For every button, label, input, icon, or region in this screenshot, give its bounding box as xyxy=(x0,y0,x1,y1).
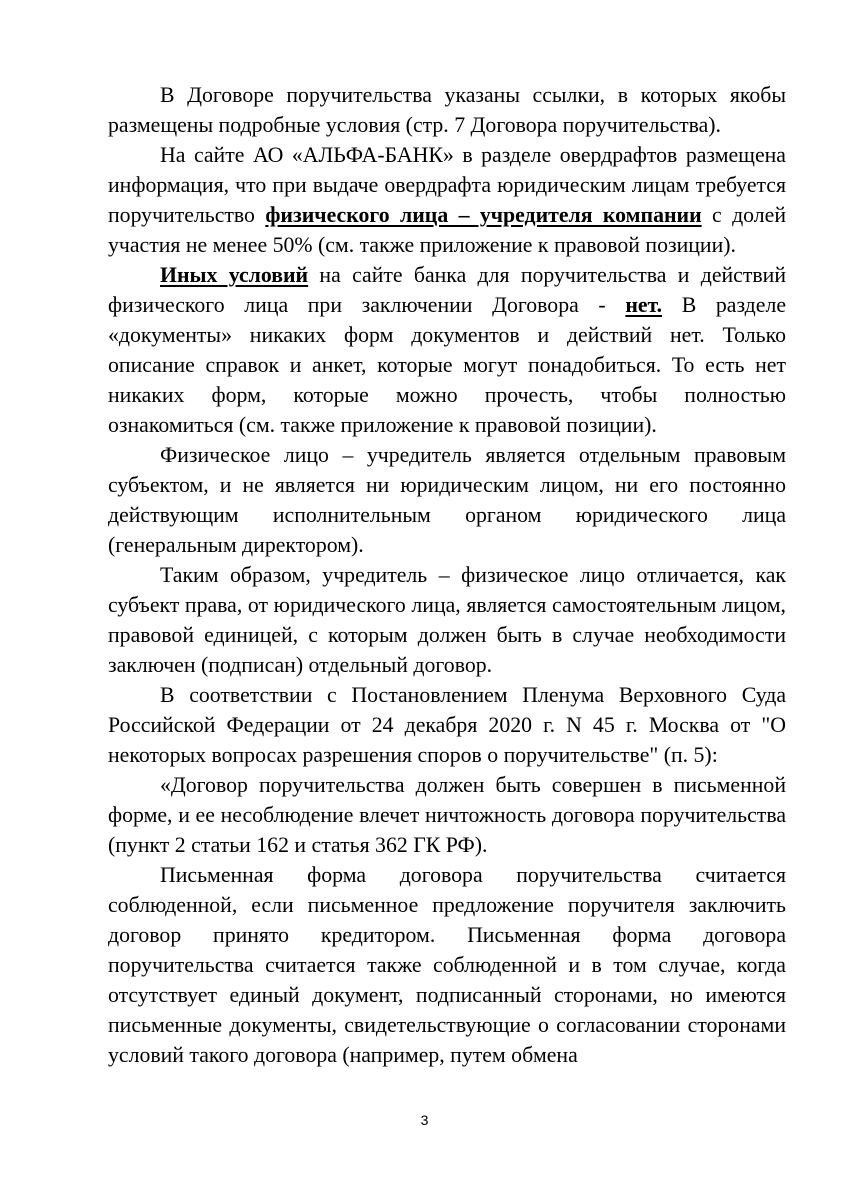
paragraph-no-other-conditions: Иных условий на сайте банка для поручительства и действий физического лица при заключении Договора - нет. В разделе «документы» никаких форм документов и действий нет. Только описание справок и анкет, которые могут понадобиться. То есть нет никаких форм, которые можно прочесть, чтобы полностью ознакомиться (см. также приложение к правовой позиции). xyxy=(108,263,786,437)
paragraph-written-form-observed: Письменная форма договора поручительства считается соблюденной, если письменное предложение поручителя заключить договор принято кредитором. Письменная форма договора поручительства считается также соблюденной и в том случае, когда отсутствует единый документ, подписанный сторонами, но имеются письменные документы, свидетельствующие о согласовании сторонами условий такого договора (например, путем обмена xyxy=(108,863,786,1067)
paragraph-quote-written-form: «Договор поручительства должен быть совершен в письменной форме, и ее несоблюдение влечет ничтожность договора поручительства (пункт 2 статьи 162 и статья 362 ГК РФ). xyxy=(108,773,786,857)
document-body xyxy=(108,80,786,1070)
paragraph-conclusion: Таким образом, учредитель – физическое лицо отличается, как субъект права, от юридического лица, является самостоятельным лицом, правовой единицей, с которым должен быть в случае необходимости заключен (подписан) отдельный договор. xyxy=(108,563,786,677)
page-number: 3 xyxy=(420,1112,429,1128)
paragraph-plenum-reference: В соответствии с Постановлением Пленума Верховного Суда Российской Федерации от 24 декабря 2020 г. N 45 г. Москва от "О некоторых вопросах разрешения споров о поручительстве" (п. 5): xyxy=(108,683,786,767)
paragraph-legal-subject: Физическое лицо – учредитель является отдельным правовым субъектом, и не является ни юридическим лицом, ни его постоянно действующим исполнительным органом юридического лица (генеральным директором). xyxy=(108,443,786,557)
emphasis-none: нет. xyxy=(625,293,663,317)
paragraph-links-reference: В Договоре поручительства указаны ссылки, в которых якобы размещены подробные условия (стр. 7 Договора поручительства). xyxy=(108,83,786,137)
paragraph-bank-website-overdraft: На сайте АО «АЛЬФА-БАНК» в разделе овердрафтов размещена информация, что при выдаче овердрафта юридическим лицам требуется поручительство физического лица – учредителя компании с долей участия не менее 50% (см. также приложение к правовой позиции). xyxy=(108,143,786,257)
emphasis-founder-individual: физического лица – учредителя компании xyxy=(265,203,702,227)
emphasis-other-conditions: Иных условий xyxy=(160,263,309,287)
